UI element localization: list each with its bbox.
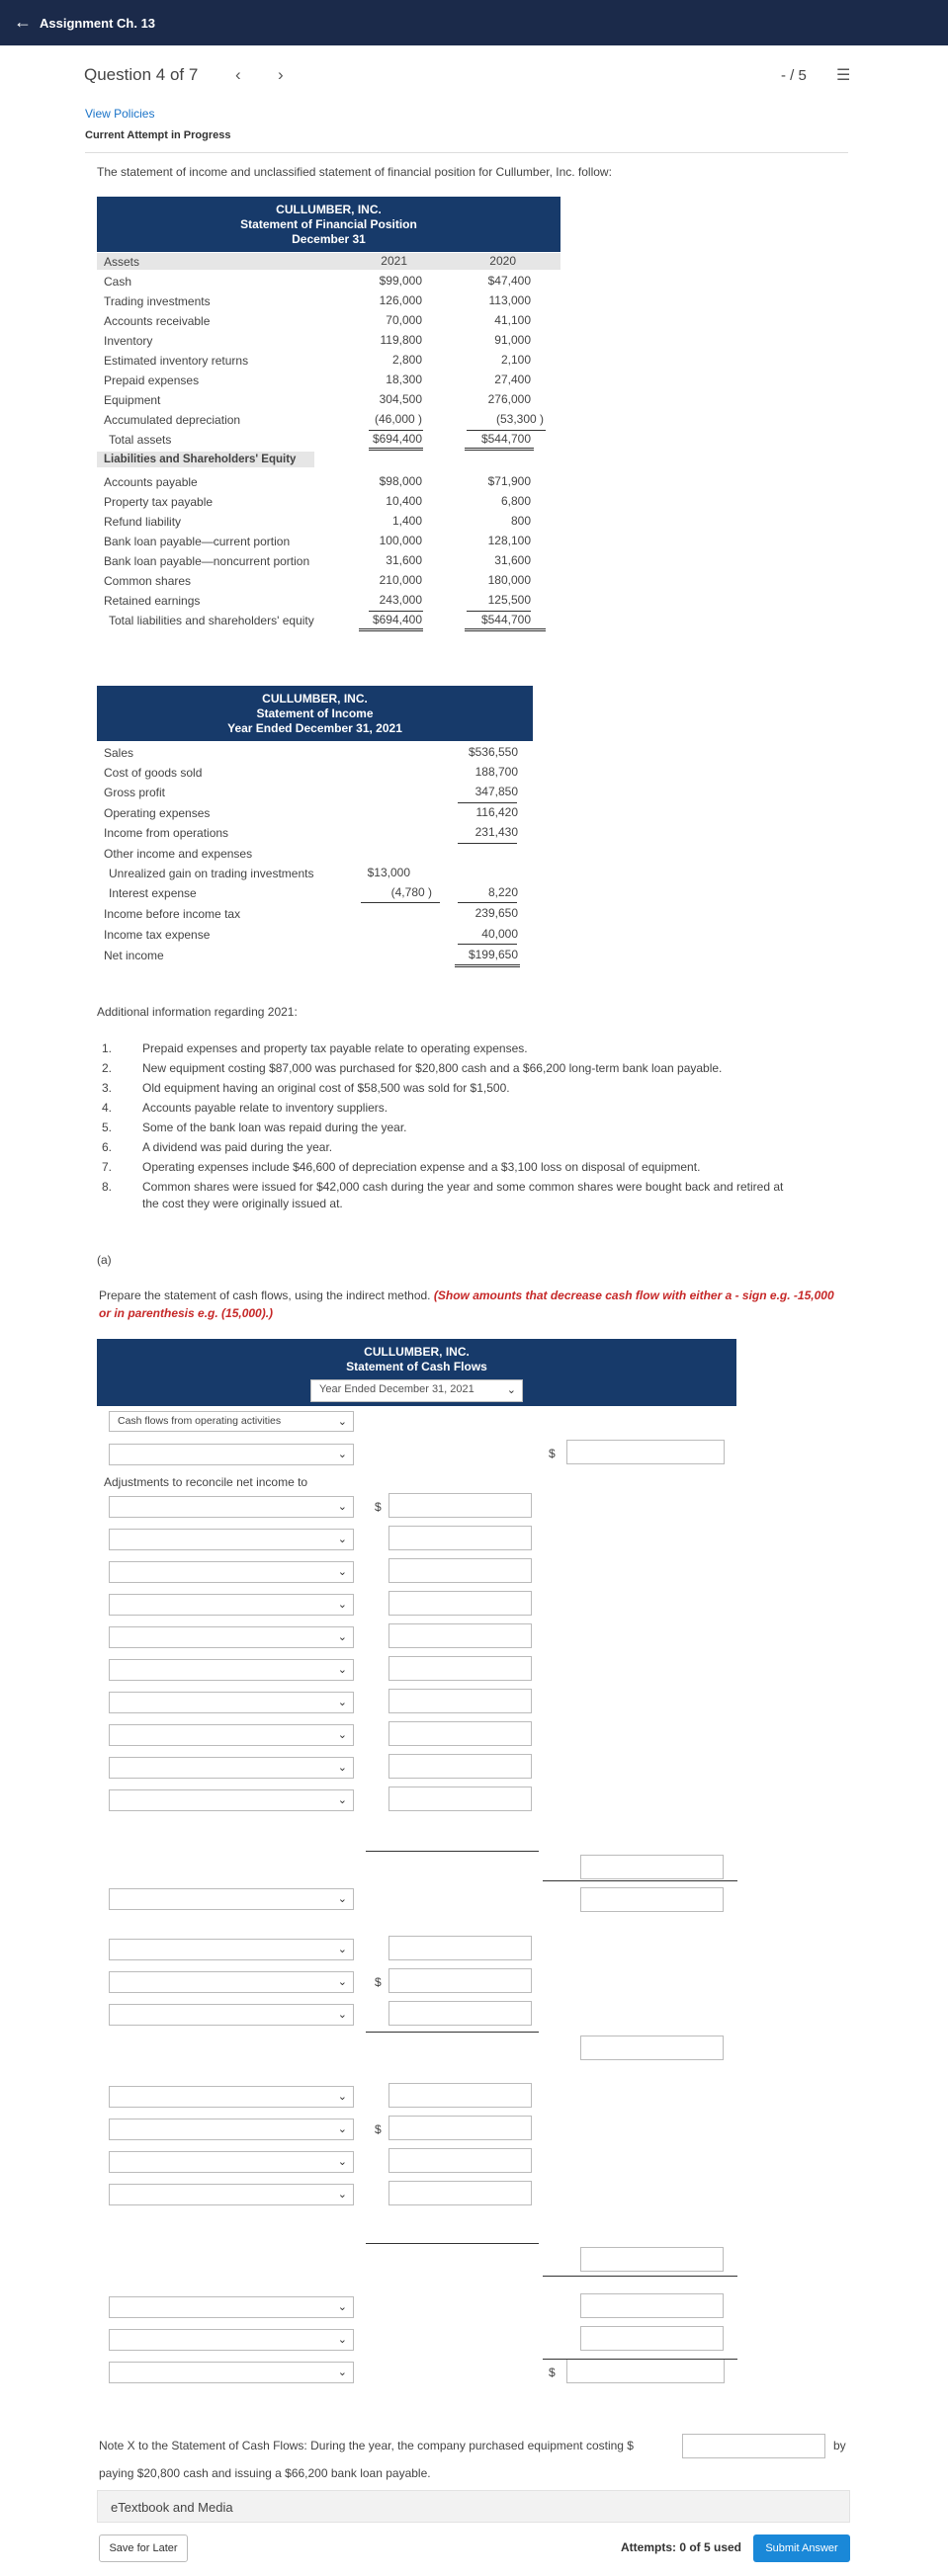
amount-input[interactable]	[580, 2293, 724, 2318]
is-row-col2: $199,650	[468, 948, 518, 961]
sfp-liab-row-2020: 125,500	[487, 593, 531, 607]
is-row-label: Other income and expenses	[104, 847, 253, 861]
sfp-total-liab-2020: $544,700	[480, 613, 531, 626]
is-row-col2: 231,430	[474, 825, 518, 839]
amount-input[interactable]	[388, 1968, 532, 1993]
question-label: Question 4 of 7	[84, 65, 199, 84]
instruction-red-2: or in parenthesis e.g. (15,000).)	[99, 1306, 274, 1320]
chevron-down-icon: ⌄	[337, 1631, 347, 1643]
sfp-liab-row-label: Accounts payable	[104, 475, 198, 489]
account-select[interactable]	[109, 2004, 354, 2026]
dollar-sign: $	[375, 1500, 382, 1514]
note-text-2: paying $20,800 cash and issuing a $66,200 bank loan payable.	[99, 2466, 431, 2480]
sfp-company: CULLUMBER, INC.	[276, 203, 382, 216]
is-title: Statement of Income	[256, 706, 374, 720]
chevron-down-icon: ⌄	[337, 1449, 347, 1460]
sfp-row-2021: 119,800	[380, 333, 422, 347]
note-text-1: Note X to the Statement of Cash Flows: During the year, the company purchased equipment costing $	[99, 2439, 634, 2452]
chevron-down-icon: ⌄	[337, 1566, 347, 1578]
attempts-text: Attempts: 0 of 5 used	[621, 2540, 742, 2554]
chevron-down-icon: ⌄	[337, 1944, 347, 1955]
amount-input[interactable]	[388, 2148, 532, 2173]
instruction-text	[99, 1287, 850, 1322]
sfp-total-liab-label: Total liabilities and shareholders' equity	[109, 614, 314, 627]
sfp-liab-row-2021: 243,000	[379, 593, 422, 607]
sfp-row-label: Equipment	[104, 393, 161, 407]
amount-input[interactable]	[388, 1656, 532, 1681]
account-select[interactable]	[109, 2184, 354, 2205]
account-select[interactable]	[109, 1692, 354, 1713]
sfp-liab-row-2021: 100,000	[379, 534, 422, 547]
account-select[interactable]	[109, 2151, 354, 2173]
is-row-label: Gross profit	[104, 786, 166, 799]
top-bar	[0, 0, 948, 45]
scf-title: Statement of Cash Flows	[346, 1360, 487, 1373]
sfp-liab-row-label: Retained earnings	[104, 594, 201, 608]
additional-text: Common shares were issued for $42,000 cash during the year and some common shares were bought back and retired at	[142, 1180, 784, 1194]
sfp-row-label: Accumulated depreciation	[104, 413, 241, 427]
account-select[interactable]	[109, 1626, 354, 1648]
sfp-row-label: Trading investments	[104, 294, 211, 308]
sfp-year-2020: 2020	[489, 254, 516, 268]
is-underline	[458, 802, 517, 803]
amount-input[interactable]	[388, 1591, 532, 1616]
sfp-double-underline	[465, 628, 546, 631]
sfp-liab-row-2021: 10,400	[386, 494, 422, 508]
submit-answer-button[interactable]: Submit Answer	[753, 2534, 850, 2562]
note-equipment-input[interactable]	[682, 2434, 825, 2458]
amount-input[interactable]	[388, 1721, 532, 1746]
is-row-label: Net income	[104, 949, 164, 962]
chevron-down-icon: ⌄	[506, 1384, 516, 1396]
is-row-col1: (4,780 )	[390, 885, 432, 899]
additional-number: 1.	[102, 1041, 113, 1055]
sfp-liab-row-2021: 1,400	[391, 514, 422, 528]
amount-input[interactable]	[388, 2181, 532, 2205]
dollar-sign: $	[549, 1447, 556, 1460]
chevron-down-icon: ⌄	[337, 1501, 347, 1513]
is-row-col2: 239,650	[474, 906, 518, 920]
sfp-double-underline	[359, 628, 423, 631]
prev-question-icon[interactable]: ‹	[235, 65, 241, 84]
amount-input[interactable]	[388, 1526, 532, 1550]
etextbook-label: eTextbook and Media	[111, 2500, 233, 2515]
is-row-col2: 188,700	[474, 765, 518, 779]
amount-input[interactable]	[566, 2359, 725, 2383]
is-row-col2: $536,550	[468, 745, 518, 759]
additional-number: 8.	[102, 1180, 113, 1194]
sfp-liab-row-label: Common shares	[104, 574, 192, 588]
sfp-row-2021: $99,000	[379, 274, 422, 288]
additional-number: 6.	[102, 1140, 113, 1154]
account-select[interactable]	[109, 1496, 354, 1518]
sfp-row-2020: $47,400	[487, 274, 531, 288]
total-line	[543, 2359, 737, 2360]
chevron-down-icon: ⌄	[337, 1893, 347, 1905]
dollar-sign: $	[375, 2122, 382, 2136]
additional-text: A dividend was paid during the year.	[142, 1140, 333, 1154]
is-row-label: Cost of goods sold	[104, 766, 203, 780]
sfp-liab-row-2020: 31,600	[494, 553, 531, 567]
account-select[interactable]	[109, 2086, 354, 2108]
account-select[interactable]	[109, 2329, 354, 2351]
sfp-row-2020: 41,100	[494, 313, 531, 327]
account-select[interactable]	[109, 1529, 354, 1550]
additional-number: 3.	[102, 1081, 113, 1095]
sfp-underline	[369, 611, 423, 612]
sfp-total-assets-2020: $544,700	[480, 432, 531, 446]
is-row-col2: 116,420	[475, 805, 518, 819]
sfp-liab-row-label: Refund liability	[104, 515, 182, 529]
scf-period-select[interactable]	[310, 1379, 523, 1402]
chevron-down-icon: ⌄	[337, 1599, 347, 1611]
sfp-liab-row-2020: 6,800	[500, 494, 531, 508]
amount-input[interactable]	[388, 1936, 532, 1960]
account-select[interactable]	[109, 1939, 354, 1960]
view-policies-link[interactable]: View Policies	[85, 107, 155, 121]
is-header	[97, 686, 533, 741]
sfp-underline	[369, 430, 423, 431]
total-line	[366, 2032, 539, 2033]
chevron-down-icon: ⌄	[337, 2091, 347, 2103]
is-row-label: Operating expenses	[104, 806, 211, 820]
amount-input[interactable]	[388, 1623, 532, 1648]
sfp-double-underline	[465, 448, 534, 451]
account-select[interactable]	[109, 1757, 354, 1779]
dollar-sign: $	[549, 2366, 556, 2379]
additional-text: Accounts payable relate to inventory suppliers.	[142, 1101, 388, 1115]
arrow-left-icon[interactable]: ←	[14, 12, 32, 32]
chevron-down-icon: ⌄	[337, 1762, 347, 1774]
sfp-row-label: Inventory	[104, 334, 153, 348]
sfp-row-2021: 70,000	[386, 313, 422, 327]
part-label: (a)	[97, 1253, 112, 1267]
assignment-title: Assignment Ch. 13	[40, 16, 156, 31]
sfp-liab-row-label: Property tax payable	[104, 495, 214, 509]
sfp-row-label: Estimated inventory returns	[104, 354, 249, 368]
additional-text: the cost they were originally issued at.	[142, 1197, 343, 1210]
sfp-row-2020: 27,400	[494, 373, 531, 386]
additional-number: 5.	[102, 1121, 113, 1134]
account-select[interactable]	[109, 1971, 354, 1993]
account-select[interactable]	[109, 2362, 354, 2383]
chevron-down-icon: ⌄	[337, 1697, 347, 1708]
sfp-liab-row-label: Bank loan payable—current portion	[104, 535, 291, 548]
chevron-down-icon: ⌄	[337, 2367, 347, 2378]
sfp-total-liab-2021: $694,400	[372, 613, 422, 626]
chevron-down-icon: ⌄	[337, 2301, 347, 2313]
amount-input[interactable]	[580, 2326, 724, 2351]
is-row-col2: 347,850	[474, 785, 518, 798]
operating-activities-value: Cash flows from operating activities	[118, 1415, 282, 1427]
operating-activities-select[interactable]	[109, 1411, 354, 1432]
amount-input[interactable]	[566, 1440, 725, 1464]
is-underline	[458, 944, 517, 945]
total-line	[366, 2243, 539, 2244]
chevron-down-icon: ⌄	[337, 2156, 347, 2168]
sfp-row-2020: 276,000	[487, 392, 531, 406]
save-for-later-button[interactable]: Save for Later	[99, 2534, 188, 2562]
amount-input[interactable]	[388, 2116, 532, 2140]
additional-text: Prepaid expenses and property tax payable relate to operating expenses.	[142, 1041, 528, 1055]
is-underline	[458, 902, 517, 903]
instruction-red-1: (Show amounts that decrease cash flow with either a - sign e.g. -15,000	[433, 1288, 834, 1302]
chevron-down-icon: ⌄	[337, 1794, 347, 1806]
scf-company: CULLUMBER, INC.	[364, 1345, 470, 1359]
sfp-liab-row-2021: 210,000	[379, 573, 422, 587]
amount-input[interactable]	[388, 1689, 532, 1713]
question-score: - / 5	[781, 67, 807, 84]
additional-number: 2.	[102, 1061, 113, 1075]
amount-input[interactable]	[580, 1887, 724, 1912]
amount-input[interactable]	[580, 2036, 724, 2060]
sfp-year-2021: 2021	[381, 254, 407, 268]
sfp-row-2021: 2,800	[391, 353, 422, 367]
sfp-row-label: Cash	[104, 275, 132, 289]
instruction-main: Prepare the statement of cash flows, using the indirect method.	[99, 1288, 431, 1302]
amount-input[interactable]	[388, 2001, 532, 2026]
amount-input[interactable]	[388, 1558, 532, 1583]
sfp-assets-label: Assets	[104, 255, 140, 269]
total-line	[543, 1880, 737, 1881]
is-row-label: Income from operations	[104, 826, 229, 840]
sfp-row-2021: 304,500	[379, 392, 422, 406]
sfp-row-2021: 18,300	[386, 373, 422, 386]
list-icon[interactable]: ☰	[836, 67, 851, 84]
sfp-underline	[467, 611, 531, 612]
account-select[interactable]	[109, 1444, 354, 1465]
sfp-liab-label: Liabilities and Shareholders' Equity	[104, 454, 297, 465]
additional-text: New equipment costing $87,000 was purchased for $20,800 cash and a $66,200 long-term bank loan payable.	[142, 1061, 723, 1075]
sfp-row-label: Accounts receivable	[104, 314, 211, 328]
is-row-label: Income tax expense	[104, 928, 211, 942]
is-row-label: Interest expense	[109, 886, 197, 900]
chevron-down-icon: ⌄	[337, 2334, 347, 2346]
total-line	[366, 1851, 539, 1852]
account-select[interactable]	[109, 1724, 354, 1746]
divider	[85, 152, 848, 153]
sfp-liab-row-2020: $71,900	[487, 474, 531, 488]
sfp-row-2021: 126,000	[379, 293, 422, 307]
additional-text: Some of the bank loan was repaid during the year.	[142, 1121, 407, 1134]
additional-info-title: Additional information regarding 2021:	[97, 1005, 298, 1019]
chevron-down-icon: ⌄	[337, 1534, 347, 1545]
etextbook-bar[interactable]	[97, 2490, 850, 2523]
is-date: Year Ended December 31, 2021	[227, 721, 402, 735]
is-row-label: Unrealized gain on trading investments	[109, 867, 314, 880]
sfp-liab-row-2021: 31,600	[386, 553, 422, 567]
sfp-total-assets-label: Total assets	[109, 433, 172, 447]
amount-input[interactable]	[388, 1493, 532, 1518]
is-row-label: Income before income tax	[104, 907, 241, 921]
total-line	[543, 2276, 737, 2277]
additional-number: 4.	[102, 1101, 113, 1115]
amount-input[interactable]	[388, 1754, 532, 1779]
is-company: CULLUMBER, INC.	[262, 692, 368, 706]
adjustments-label: Adjustments to reconcile net income to	[104, 1475, 308, 1489]
sfp-row-2020: 113,000	[488, 293, 531, 307]
sfp-row-2020: 2,100	[500, 353, 531, 367]
chevron-down-icon: ⌄	[337, 2189, 347, 2201]
sfp-row-2020: (53,300 )	[495, 412, 544, 426]
sfp-row-2021: (46,000 )	[374, 412, 422, 426]
sfp-liab-row-2021: $98,000	[379, 474, 422, 488]
account-select[interactable]	[109, 1561, 354, 1583]
sfp-date: December 31	[292, 232, 366, 246]
chevron-down-icon: ⌄	[337, 1664, 347, 1676]
note-by: by	[833, 2439, 846, 2452]
attempt-status: Current Attempt in Progress	[85, 129, 231, 141]
account-select[interactable]	[109, 2119, 354, 2140]
account-select[interactable]	[109, 1594, 354, 1616]
chevron-down-icon: ⌄	[337, 2123, 347, 2135]
sfp-title: Statement of Financial Position	[240, 217, 417, 231]
account-select[interactable]	[109, 1789, 354, 1811]
sfp-underline	[467, 430, 546, 431]
dollar-sign: $	[375, 1975, 382, 1989]
intro-text: The statement of income and unclassified statement of financial position for Cullumber, Inc. follow:	[97, 165, 612, 179]
account-select[interactable]	[109, 1659, 354, 1681]
additional-text: Operating expenses include $46,600 of depreciation expense and a $3,100 loss on disposal of equipment.	[142, 1160, 701, 1174]
amount-input[interactable]	[580, 1855, 724, 1879]
additional-number: 7.	[102, 1160, 113, 1174]
amount-input[interactable]	[388, 1787, 532, 1811]
scf-period-value: Year Ended December 31, 2021	[319, 1383, 474, 1395]
account-select[interactable]	[109, 2296, 354, 2318]
next-question-icon[interactable]: ›	[278, 65, 284, 84]
chevron-down-icon: ⌄	[337, 2009, 347, 2021]
is-row-col2: 8,220	[487, 885, 518, 899]
sfp-row-2020: 91,000	[494, 333, 531, 347]
amount-input[interactable]	[580, 2247, 724, 2272]
sfp-double-underline	[369, 448, 423, 451]
sfp-liab-row-2020: 180,000	[487, 573, 531, 587]
sfp-liab-row-2020: 128,100	[487, 534, 531, 547]
sfp-row-label: Prepaid expenses	[104, 374, 200, 387]
sfp-header	[97, 197, 560, 252]
is-double-underline	[455, 964, 520, 967]
is-underline	[361, 902, 440, 903]
chevron-down-icon: ⌄	[337, 1976, 347, 1988]
amount-input[interactable]	[388, 2083, 532, 2108]
is-row-col2: 40,000	[481, 927, 518, 941]
chevron-down-icon: ⌄	[337, 1729, 347, 1741]
sfp-liab-row-2020: 800	[510, 514, 531, 528]
sfp-liab-row-label: Bank loan payable—noncurrent portion	[104, 554, 310, 568]
is-underline	[458, 843, 517, 844]
sfp-total-assets-2021: $694,400	[372, 432, 422, 446]
is-row-label: Sales	[104, 746, 134, 760]
additional-text: Old equipment having an original cost of $58,500 was sold for $1,500.	[142, 1081, 510, 1095]
is-row-col1: $13,000	[367, 866, 410, 879]
chevron-down-icon: ⌄	[337, 1416, 347, 1428]
account-select[interactable]	[109, 1888, 354, 1910]
